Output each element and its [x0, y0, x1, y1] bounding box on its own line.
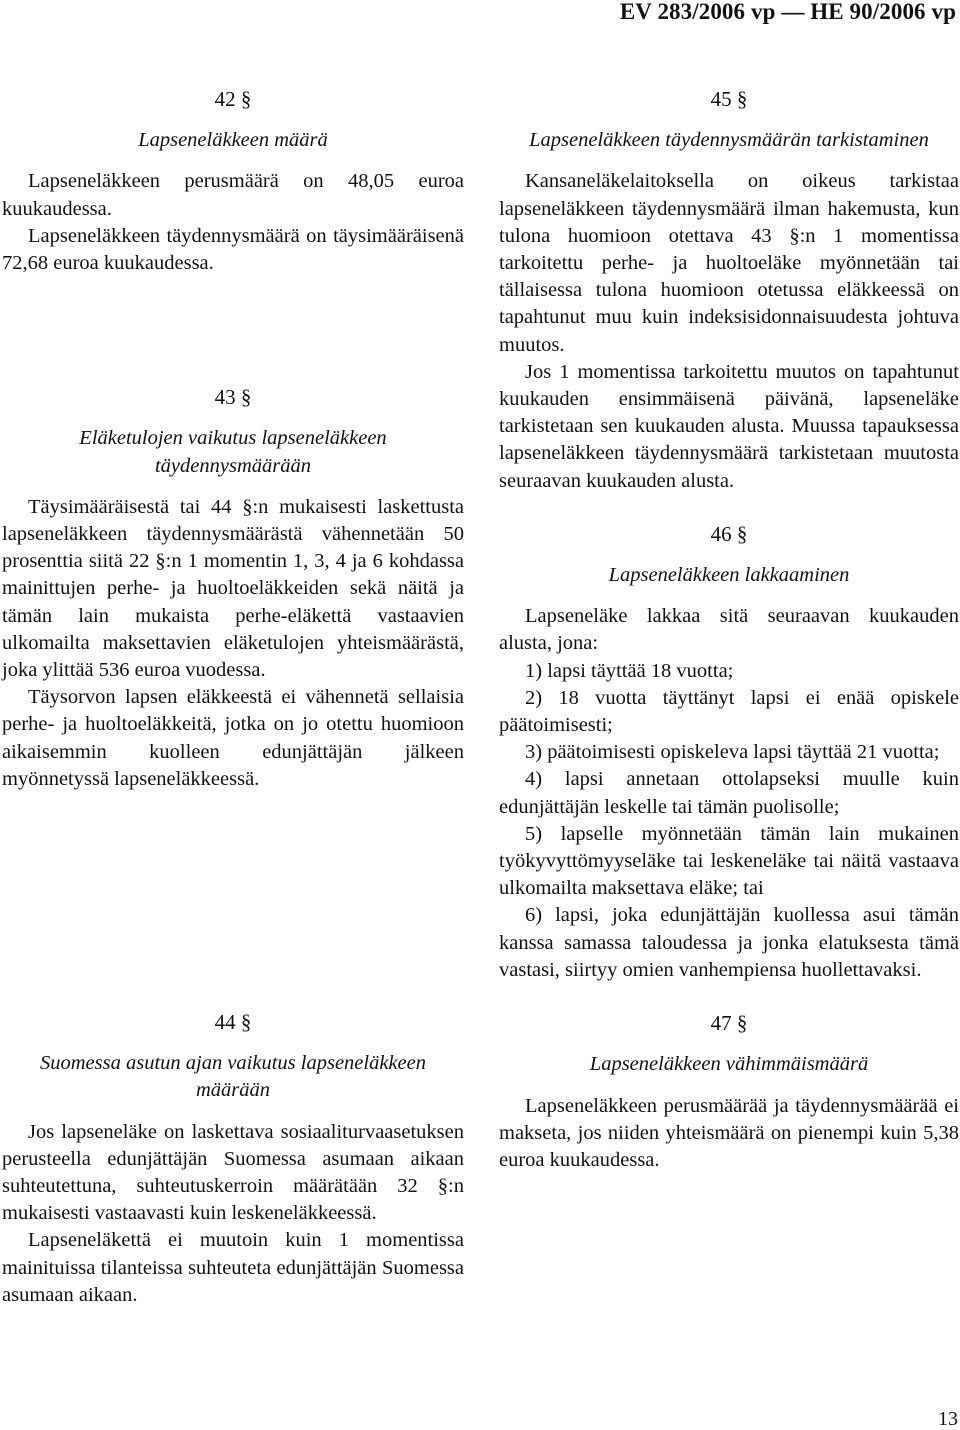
- section-45-paragraph-1: Kansaneläkelaitoksella on oikeus tarkistaa lapseneläkkeen täydennysmäärä ilman hakemusta, kun tulona huomioon otettava 43 §:n 1 momentissa tarkoitettu perhe- ja huoltoeläke myönnetään tai tällaisessa tulona huomioon otetussa eläkkeessä on tapahtunut muu kuin indeksisidonnaisuudesta johtuva muutos.: [499, 170, 959, 356]
- section-46-item-1: 1) lapsi täyttää 18 vuotta;: [525, 659, 734, 682]
- right-column: [499, 86, 959, 1174]
- section-45-paragraph-2: Jos 1 momentissa tarkoitettu muutos on tapahtunut kuukauden ensimmäisenä päivänä, lapseneläke tarkistetaan sen kuukauden alusta. Muussa tapauksessa lapseneläkkeen täydennysmäärä tarkistetaan muutosta seuraavan kuukauden alusta.: [499, 360, 959, 492]
- section-44-paragraph-1: Jos lapseneläke on laskettava sosiaaliturvaasetuksen perusteella edunjättäjän Suomessa asumaan aikaan suhteutettuna, suhteutuskerroin määrätään 32 §:n mukaisesti vastaavasti kuin leskeneläkkeessä.: [2, 1120, 464, 1225]
- section-44-title: Suomessa asutun ajan vaikutus lapseneläkkeen määrään: [39, 1052, 426, 1102]
- section-46-number: 46 §: [710, 521, 748, 546]
- section-46-item-4: 4) lapsi annetaan ottolapseksi muulle kuin edunjättäjän leskelle tai tämän puolisolle;: [499, 768, 959, 818]
- section-42-number: 42 §: [214, 87, 252, 111]
- left-column: [2, 86, 464, 1309]
- section-45-title: Lapseneläkkeen täydennysmäärän tarkistaminen: [529, 129, 929, 152]
- section-47-number: 47 §: [710, 1011, 748, 1036]
- section-43-paragraph-2: Täysorvon lapsen eläkkeestä ei vähennetä sellaisia perhe- ja huoltoeläkkeitä, jotka on jo otettu huomioon aikaisemmin kuolleen edunjättäjän jälkeen myönnetyssä lapseneläkkeessä.: [2, 686, 464, 790]
- section-43-paragraph-1: Täysimääräisestä tai 44 §:n mukaisesti laskettusta lapseneläkkeen täydennysmäärästä vähennetään 50 prosenttia siitä 22 §:n 1 momentin 1, 3, 4 ja 6 kohdassa mainittujen perhe- ja huoltoeläkkeiden sekä näitä ja tämän lain mukaista perhe-eläkettä vastaavien ulkomailta maksettavien eläketulojen yhteismäärästä, joka ylittää 536 euroa vuodessa.: [2, 495, 464, 682]
- page-number: 13: [938, 1408, 958, 1430]
- section-46-item-3: 3) päätoimisesti opiskeleva lapsi täyttää 21 vuotta;: [525, 741, 940, 764]
- section-45-number: 45 §: [710, 87, 748, 111]
- section-43-title: Eläketulojen vaikutus lapseneläkkeen täydennysmäärään: [79, 427, 387, 477]
- section-46-paragraph-1: Lapseneläke lakkaa sitä seuraavan kuukauden alusta, jona:: [499, 605, 959, 655]
- document-header: EV 283/2006 vp — HE 90/2006 vp: [619, 0, 956, 24]
- section-46-item-5: 5) lapselle myönnetään tämän lain mukainen työkyvyttömyyseläke tai leskeneläke tai näitä vastaava ulkomailta maksettava eläke; tai: [499, 822, 959, 900]
- section-44-number: 44 §: [214, 1010, 252, 1035]
- section-43-number: 43 §: [214, 385, 252, 410]
- section-46-item-6: 6) lapsi, joka edunjättäjän kuollessa asui tämän kanssa samassa taloudessa ja jonka elatuksesta tämä vastasi, siirtyy omien vanhempiensa huollettavaksi.: [499, 904, 959, 981]
- section-42-paragraph-1: Lapseneläkkeen perusmäärä on 48,05 euroa kuukaudessa.: [2, 170, 464, 220]
- section-42-title: Lapseneläkkeen määrä: [138, 129, 328, 152]
- section-47-title: Lapseneläkkeen vähimmäismäärä: [589, 1053, 869, 1076]
- section-47-paragraph-1: Lapseneläkkeen perusmäärää ja täydennysmäärää ei makseta, jos niiden yhteismäärä on pienempi kuin 5,38 euroa kuukaudessa.: [499, 1094, 959, 1171]
- section-44-paragraph-2: Lapseneläkettä ei muutoin kuin 1 momentissa mainituissa tilanteissa suhteuteta edunjättäjän Suomessa asumaan aikaan.: [2, 1229, 464, 1306]
- section-46-title: Lapseneläkkeen lakkaaminen: [608, 564, 850, 587]
- section-42-paragraph-2: Lapseneläkkeen täydennysmäärä on täysimääräisenä 72,68 euroa kuukaudessa.: [2, 224, 464, 275]
- section-46-item-2: 2) 18 vuotta täyttänyt lapsi ei enää opiskele päätoimisesti;: [499, 686, 959, 737]
